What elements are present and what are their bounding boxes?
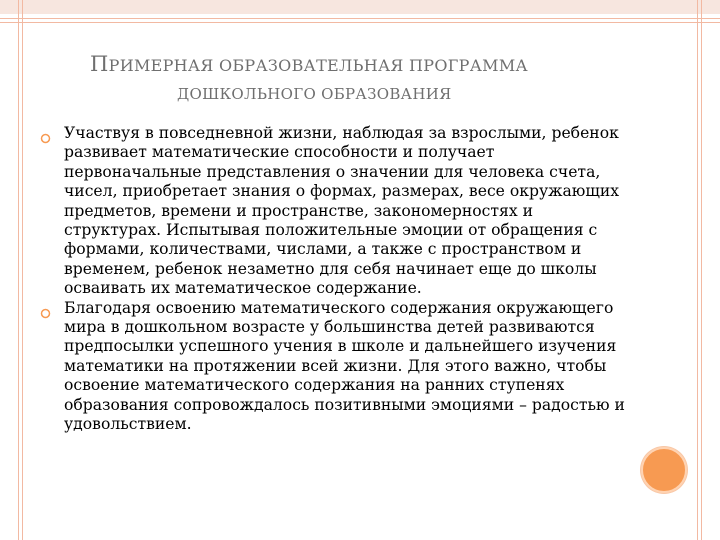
slide-title-line-1 — [90, 52, 528, 76]
frame-left-line-inner — [22, 0, 23, 540]
slide-title-initial: П — [90, 52, 109, 76]
frame-left-line — [18, 0, 19, 540]
slide-body — [40, 124, 628, 435]
frame-top-line — [0, 18, 720, 19]
bullet-item — [40, 299, 628, 435]
frame-right-line — [701, 0, 702, 540]
slide-title-line-2: ДОШКОЛЬНОГО ОБРАЗОВАНИЯ — [177, 85, 452, 103]
orange-circle-icon — [641, 447, 687, 493]
frame-right-line-inner — [697, 0, 698, 540]
frame-top-line-inner — [0, 22, 720, 23]
bullet-text: Благодаря освоению математического содержания окружающего мира в дошкольном возрасте у большинства детей развиваются предпосылки успешного учения в школе и дальнейшего изучения математики на протяжении всей жизни. Для этого важно, чтобы освоение математического содержания на ранних ступенях образования сопровождалось позитивными эмоциями – радостью и удовольствием. — [64, 298, 625, 434]
slide-top-band — [0, 0, 720, 14]
ring-bullet-icon — [40, 304, 64, 323]
slide-title-rest: РИМЕРНАЯ ОБРАЗОВАТЕЛЬНАЯ ПРОГРАММА — [108, 56, 528, 75]
bullet-item — [40, 124, 628, 299]
ring-bullet-icon — [40, 129, 64, 148]
bullet-text: Участвуя в повседневной жизни, наблюдая за взрослыми, ребенок развивает математические способности и получает первоначальные представления о значении для человека счета, чисел, приобретает знания о формах, размерах, весе окружающих предметов, времени и пространстве, закономерностях и структурах. Испытывая положительные эмоции от обращения с формами, количествами, числами, а также с пространством и временем, ребенок незаметно для себя начинает еще до школы осваивать их математическое содержание. — [64, 124, 620, 298]
